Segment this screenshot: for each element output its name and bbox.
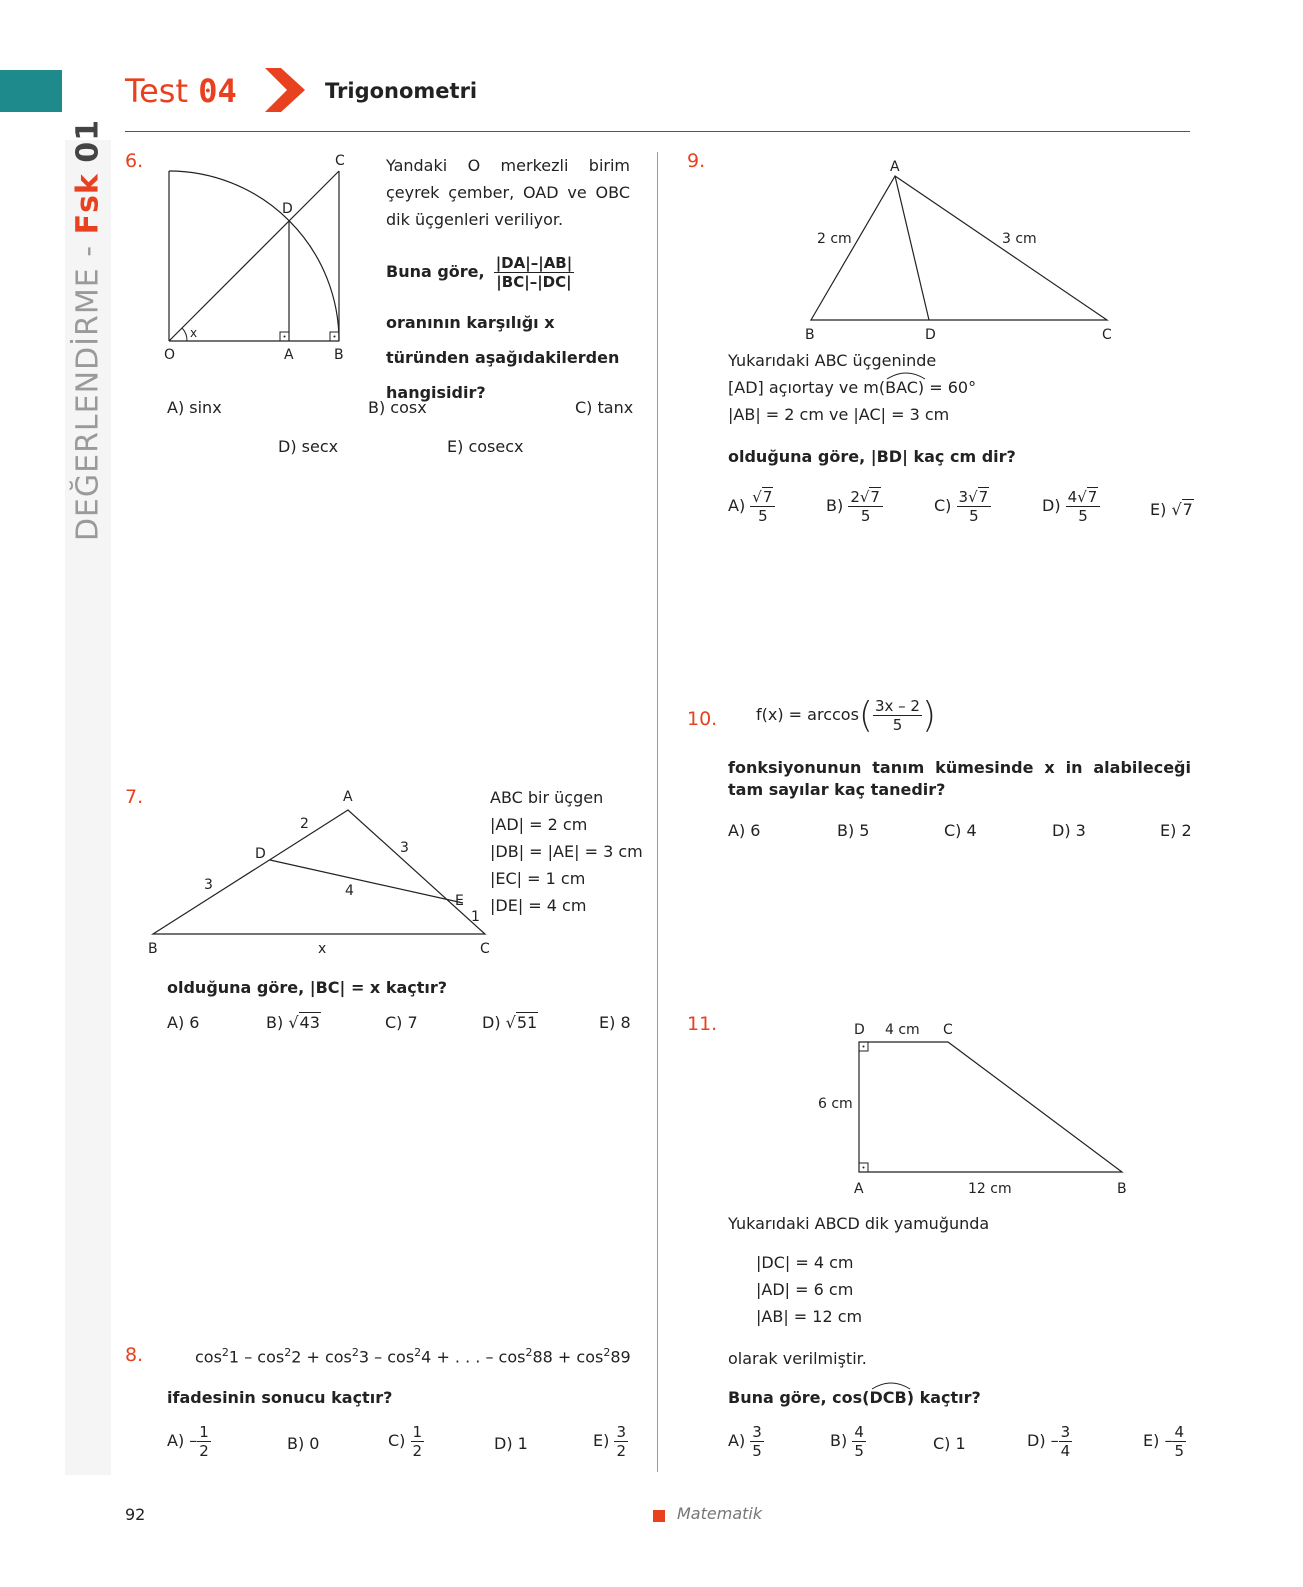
label-b: B [334,347,344,363]
label-c: C [480,941,490,957]
label-o: O [164,347,176,363]
q7-option-d[interactable]: D) √51 [482,1013,538,1032]
q10-option-d[interactable]: D) 3 [1052,821,1086,840]
label-b: B [148,941,158,957]
label-b: B [1117,1181,1127,1197]
q10-function: f(x) = arccos( $\frac{3x - 2}{5}$ ) [756,695,937,736]
question-number: 9. [687,150,706,172]
q6-figure [155,150,370,370]
q11-given-end: olarak verilmiştir. [728,1349,867,1368]
label-dc: 4 cm [885,1022,920,1038]
q8-question: ifadesinin sonucu kaçtır? [167,1388,393,1407]
q8-option-c[interactable]: C) $\frac{1}{2}$ [388,1423,423,1460]
question-number: 11. [687,1013,718,1035]
header-accent-bar [0,70,62,112]
q7-given: ABC bir üçgen |AD| = 2 cm |DB| = |AE| = 3 cm |EC| = 1 cm |DE| = 4 cm [490,788,643,915]
label-ab: 2 cm [817,231,852,247]
label-c: C [1102,327,1112,343]
label-ac: 3 cm [1002,231,1037,247]
q11-option-b[interactable]: B) $\frac{4}{5}$ [830,1423,864,1460]
q6-option-b[interactable]: B) cosx [368,398,427,417]
subject-square-icon [653,1510,665,1522]
page-title: Trigonometri [325,79,478,103]
q8-option-e[interactable]: E) $\frac{3}{2}$ [593,1423,626,1460]
q11-question: Buna göre, cos(DCB ) kaçtır? [728,1384,981,1411]
q9-option-c[interactable]: C) $\frac{3√7}{5}$ [934,488,991,525]
q10-option-e[interactable]: E) 2 [1160,821,1192,840]
q9-option-e[interactable]: E) √7 [1150,500,1193,519]
q8-expression: $\cos^21 - \cos^22 + \cos^23 - \cos^24$ + . . . – $\cos^288 + \cos^289$ [195,1346,631,1367]
q6-text: Yandaki O merkezli birim çeyrek çember, OAD ve OBC dik üçgenleri veriliyor. [386,156,630,229]
question-number: 8. [125,1344,144,1366]
label-e: E [455,893,464,909]
label-db: 3 [204,877,213,893]
q9-text: Yukarıdaki ABC üçgeninde [AD] açıortay ve m(BAC ) = 60° |AB| = 2 cm ve |AC| = 3 cm [728,351,977,424]
q8-option-a[interactable]: A) – $\frac{1}{2}$ [167,1423,209,1460]
label-b: B [805,327,815,343]
label-c: C [943,1022,953,1038]
label-ec: 1 [471,909,480,925]
q9-option-d[interactable]: D) $\frac{4√7}{5}$ [1042,488,1100,525]
q10-option-a[interactable]: A) 6 [728,821,761,840]
q6-option-c[interactable]: C) tanx [575,398,634,417]
chevron-right-icon [265,68,305,112]
q6-question: Buna göre, $\frac{|DA|-|AB|}{|BC|-|DC|}$ [386,254,573,291]
side-label: DEĞERLENDİRME - Fsk 01 [70,118,106,542]
q9-option-b[interactable]: B) $\frac{2√7}{5}$ [826,488,883,525]
label-ad: 6 cm [818,1096,853,1112]
label-ad: 2 [300,816,309,832]
question-number: 10. [687,708,718,730]
label-d: D [925,327,936,343]
test-title: Test 04 [125,72,237,110]
q8-option-d[interactable]: D) 1 [494,1434,528,1453]
label-x: x [318,941,327,957]
q9-option-a[interactable]: A) $\frac{√7}{5}$ [728,488,775,525]
page-number: 92 [125,1505,146,1524]
q7-option-a[interactable]: A) 6 [167,1013,200,1032]
q10-option-b[interactable]: B) 5 [837,821,870,840]
column-divider [657,152,658,1472]
q7-figure [140,785,500,960]
q11-option-e[interactable]: E) – $\frac{4}{5}$ [1143,1423,1184,1460]
q7-option-e[interactable]: E) 8 [599,1013,631,1032]
q11-intro: Yukarıdaki ABCD dik yamuğunda [728,1214,990,1233]
q6-option-e[interactable]: E) cosecx [447,437,524,456]
q6-option-d[interactable]: D) secx [278,437,339,456]
q10-option-c[interactable]: C) 4 [944,821,977,840]
q11-option-d[interactable]: D) – $\frac{3}{4}$ [1027,1423,1071,1460]
label-c: C [335,153,345,169]
label-a: A [343,789,353,805]
label-a: A [854,1181,864,1197]
q6-option-a[interactable]: A) sinx [167,398,222,417]
q7-question: olduğuna göre, |BC| = x kaçtır? [167,978,448,997]
q11-option-c[interactable]: C) 1 [933,1434,966,1453]
question-number: 7. [125,786,144,808]
q7-option-b[interactable]: B) √43 [266,1013,320,1032]
header-divider [125,131,1190,132]
label-ae: 3 [400,840,409,856]
q11-figure [815,1015,1145,1200]
label-d: D [255,846,266,862]
q11-given: |DC| = 4 cm |AD| = 6 cm |AB| = 12 cm [756,1253,863,1326]
q9-question: olduğuna göre, |BD| kaç cm dir? [728,447,1016,466]
label-d: D [282,201,293,217]
label-ab: 12 cm [968,1181,1012,1197]
question-number: 6. [125,150,144,172]
label-d: D [854,1022,865,1038]
label-a: A [890,159,900,175]
label-de: 4 [345,883,354,899]
label-x: x [190,326,198,340]
q9-figure [790,155,1120,345]
q7-option-c[interactable]: C) 7 [385,1013,418,1032]
q8-option-b[interactable]: B) 0 [287,1434,320,1453]
q10-question: fonksiyonunun tanım kümesinde x in alabileceği tam sayılar kaç tanedir? [728,758,1191,799]
label-a: A [284,347,294,363]
q11-option-a[interactable]: A) $\frac{3}{5}$ [728,1423,762,1460]
q6-question-cont: oranının karşılığı x türünden aşağıdakilerden hangisidir? [386,313,620,402]
footer-subject: Matematik [677,1504,763,1523]
